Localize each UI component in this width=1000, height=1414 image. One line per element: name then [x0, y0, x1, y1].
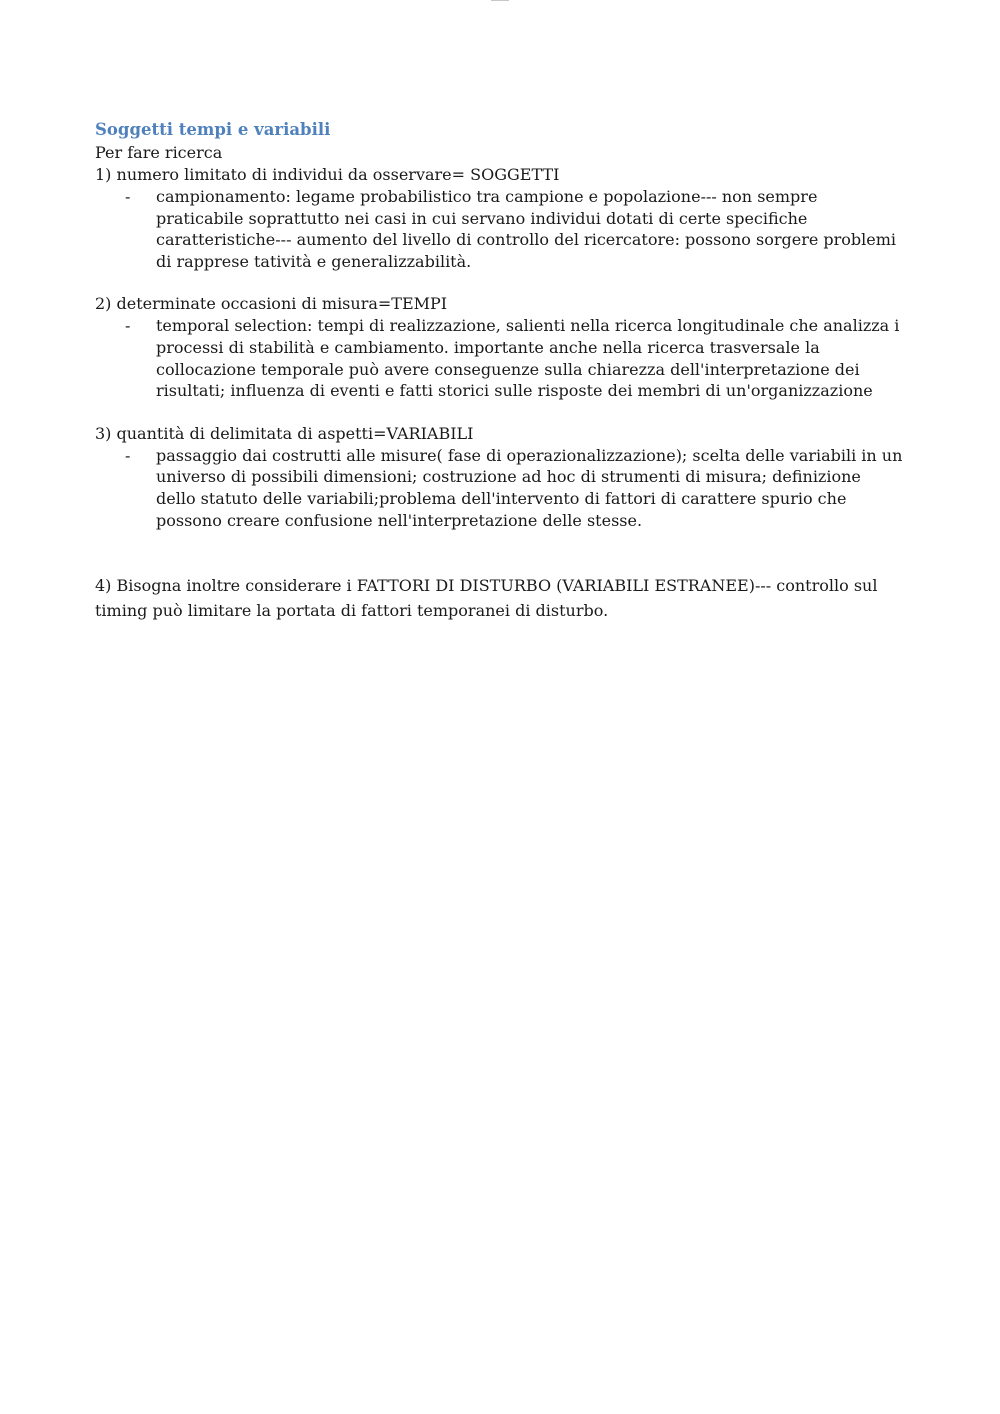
document-title: Soggetti tempi e variabili — [95, 120, 331, 139]
bullet-item — [95, 186, 905, 272]
document-page — [95, 118, 905, 639]
bullet-item — [95, 315, 905, 401]
section-soggetti — [95, 164, 905, 272]
section-heading: 2) determinate occasioni di misura=TEMPI — [95, 294, 448, 314]
bullet-text: campionamento: legame probabilistico tra campione e popolazione--- non sempre praticabile soprattutto nei casi in cui servano individui dotati di certe specifiche caratteristiche--- aumento del livello di controllo del ricercatore: possono sorgere problemi di rapprese tatività e generalizzabilità. — [156, 187, 897, 271]
bullet-marker: - — [125, 445, 131, 465]
section-heading: 1) numero limitato di individui da osservare= SOGGETTI — [95, 165, 560, 184]
section-tempi — [95, 293, 905, 401]
intro-line: Per fare ricerca — [95, 143, 223, 162]
section-variabili — [95, 423, 905, 531]
bullet-text: temporal selection: tempi di realizzazione, salienti nella ricerca longitudinale che analizza i processi di stabilità e cambiamento. importante anche nella ricerca trasversale la collocazione temporale può avere conseguenze sulla chiarezza dell'interpretazione dei risultati; influenza di eventi e fatti storici sulle risposte dei membri di un'organizzazione — [156, 316, 900, 401]
bullet-item — [95, 445, 905, 531]
bullet-text: passaggio dai costrutti alle misure( fase di operazionalizzazione); scelta delle variabili in un universo di possibili dimensioni; costruzione ad hoc di strumenti di misura; definizione dello statuto delle variabili;problema dell'intervento di fattori di carattere spurio che possono creare confusione nell'interpretazione delle stesse. — [156, 445, 903, 530]
header-mark — [491, 0, 509, 3]
bullet-marker: - — [125, 316, 131, 336]
section-heading: 3) quantità di delimitata di aspetti=VARIABILI — [95, 423, 474, 443]
bullet-marker: - — [125, 187, 131, 206]
final-paragraph: 4) Bisogna inoltre considerare i FATTORI DI DISTURBO (VARIABILI ESTRANEE)--- controllo sul timing può limitare la portata di fattori temporanei di disturbo. — [95, 576, 878, 621]
